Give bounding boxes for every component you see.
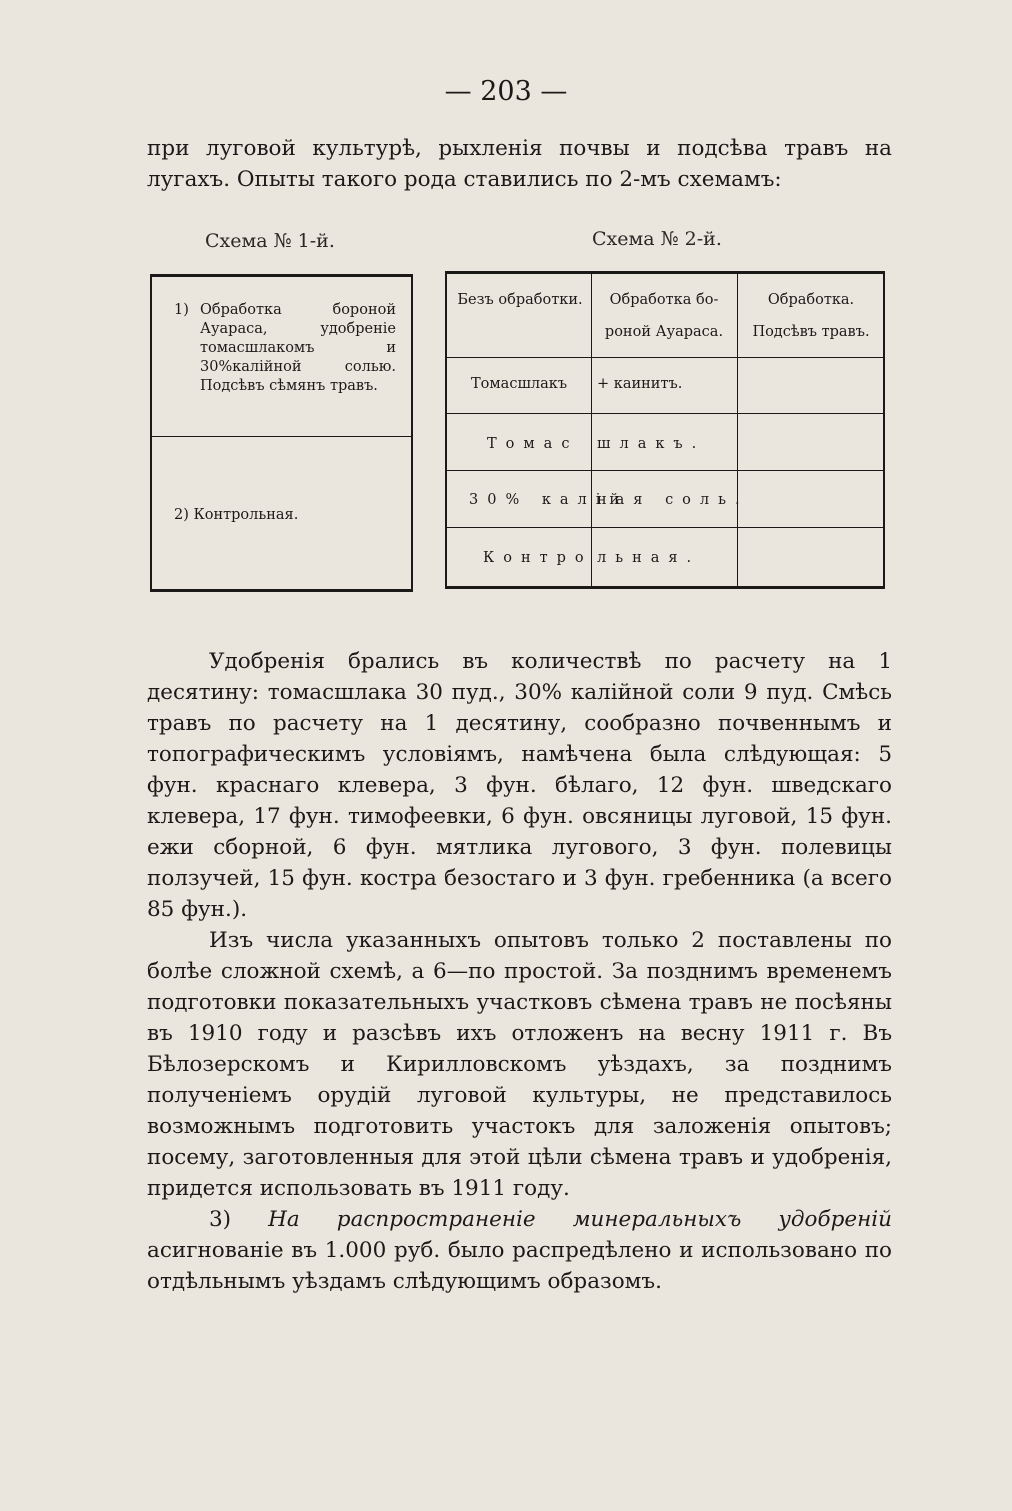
scheme-2-row-2-left: Томас [487,436,579,452]
scheme-2-header-harrowing: Обработка бо- роной Ауараса. [604,292,724,340]
scheme-1-item-1-text: Обработка бороной Ауараса, удобреніе томасшлакомъ и 30%калійной солью. Подсѣвъ сѣмянъ травъ. [200,302,396,394]
body-text [147,646,892,1297]
scheme-2-row-3-left: 30% калій [469,492,629,508]
paragraph-fertilizers: Удобренія брались въ количествѣ по расчету на 1 десятину: томасшлака 30 пуд., 30% калійной соли 9 пуд. Смѣсь травъ по расчету на 1 десятину, сообразно почвеннымъ и топографическимъ условіямъ, намѣчена была слѣдующая: 5 фун. краснаго клевера, 3 фун. бѣлаго, 12 фун. шведскаго клевера, 17 фун. тимофеевки, 6 фун. овсяницы луговой, 15 фун. ежи сборной, 6 фун. мятлика лугового, 3 фун. полевицы ползучей, 15 фун. костра безостаго и 3 фун. гребенника (а всего 85 фун.). [147,649,892,922]
paragraph-experiments: Изъ числа указанныхъ опытовъ только 2 поставлены по болѣе сложной схемѣ, а 6—по простой. За позднимъ временемъ подготовки показательныхъ участковъ сѣмена травъ не посѣяны въ 1910 году и разсѣвъ ихъ отложенъ на весну 1911 г. Въ Бѣлозерскомъ и Кирилловскомъ уѣздахъ, за позднимъ полученіемъ орудій луговой культуры, не представилось возможнымъ подготовить участокъ для заложенія опытовъ; посему, заготовленныя для этой цѣли сѣмена травъ и удобренія, придется использовать въ 1911 году. [147,928,892,1201]
scheme-2-title: Схема № 2-й. [592,228,722,250]
scheme-2-row-4-right: льная. [597,550,701,566]
scheme-1-item-1-number: 1) [174,302,189,318]
scheme-1-item-2: 2) Контрольная. [174,507,299,523]
scheme-2-table [445,271,885,589]
scheme-2-row-3-right: ная соль. [597,492,749,508]
scheme-1-item-1 [174,301,396,396]
scheme-2-header-harrowing-sowing: Обработка. Подсѣвъ травъ. [752,292,870,340]
scheme-2-row-4-left: Контро [483,550,593,566]
scheme-2-col-divider-1 [591,274,592,587]
paragraph-3-number: 3) [209,1207,232,1232]
scheme-1-title: Схема № 1-й. [205,230,335,252]
scheme-1-divider [152,436,411,437]
scheme-2-row-1-left: Томасшлакъ [471,376,568,392]
scheme-2-row-divider-3 [447,527,883,528]
paragraph-3-text: асигнованіе въ 1.000 руб. было распредѣлено и использовано по отдѣльнымъ уѣздамъ слѣдующимъ образомъ. [147,1238,892,1294]
scheme-2-row-2-right: шлакъ. [597,436,706,452]
scheme-2-header-no-treatment: Безъ обработки. [457,292,583,308]
page-number: — 203 — [444,76,568,107]
scheme-2-row-divider-2 [447,470,883,471]
paragraph-3-italic-heading: На распространеніе минеральныхъ удобреній [268,1207,892,1232]
scheme-2-col-divider-2 [737,274,738,587]
intro-paragraph: при луговой культурѣ, рыхленія почвы и подсѣва травъ на лугахъ. Опыты такого рода ставились по 2-мъ схемамъ: [147,136,892,192]
paragraph-mineral-fertilizers [147,1204,892,1297]
scheme-2-row-1-right: + каинитъ. [597,376,683,392]
scheme-2-row-divider-1 [447,413,883,414]
scheme-2-header-divider [447,357,883,358]
scheme-1-table [150,274,413,592]
